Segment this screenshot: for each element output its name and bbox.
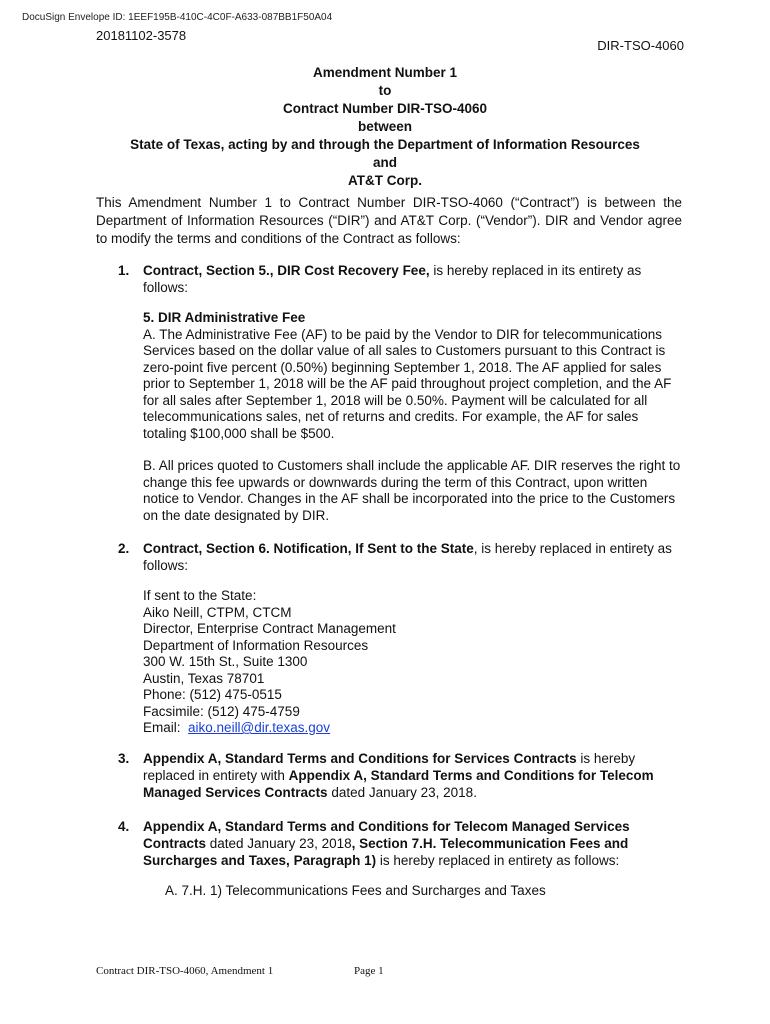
envelope-id: DocuSign Envelope ID: 1EEF195B-410C-4C0F-A633-087BB1F50A04: [22, 12, 333, 23]
section-5-paragraph-b: B. All prices quoted to Customers shall include the applicable AF. DIR reserves the right to change this fee upwards or downwards during the term of this Contract, upon written notice to Vendor. Changes in the AF shall be incorporated into the price to the Customers on the date designated by DIR.: [143, 458, 681, 523]
item-text: , is hereby replaced in entirety as follows:: [143, 541, 672, 573]
email-line: [143, 720, 683, 737]
title-line: State of Texas, acting by and through the Department of Information Resources: [130, 137, 640, 152]
section-5-text: [143, 310, 683, 442]
item-heading: Appendix A, Standard Terms and Conditions for Services Contracts: [143, 751, 577, 766]
item-heading-secondary: Appendix A, Standard Terms and Conditions for Telecom Managed Services Contracts: [143, 768, 654, 800]
item-number: 3.: [118, 751, 130, 766]
item-text-end: is hereby replaced in entirety as follows:: [376, 853, 620, 868]
email-label: Email:: [143, 720, 181, 735]
section-5-heading: 5. DIR Administrative Fee: [143, 310, 306, 325]
address-line: Austin, Texas 78701: [143, 670, 265, 686]
address-line: Phone: (512) 475-0515: [143, 687, 282, 702]
amendment-item-1: [96, 262, 682, 296]
section-5-paragraph-a: A. The Administrative Fee (AF) to be paid by the Vendor to DIR for telecommunications Services based on the dollar value of all sales to Customers pursuant to this Contract is zero-point five percent (0.50%) beginning September 1, 2018. The AF applied for sales prior to September 1, 2018 will be the AF paid throughout project completion, and the AF for all sales after September 1, 2018 will be 0.50%. Payment will be calculated for all telecommunications sales, net of returns and credits. For example, the AF for sales totaling $100,000 shall be $500.: [143, 326, 672, 441]
title-line: AT&T Corp.: [348, 173, 422, 188]
amendment-item-2: [96, 540, 682, 574]
document-number: 20181102-3578: [96, 28, 187, 43]
intro-paragraph: This Amendment Number 1 to Contract Number DIR-TSO-4060 (“Contract”) is between the Department of Information Resources (“DIR”) and AT&T Corp. (“Vendor”). DIR and Vendor agree to modify the terms and conditions of the Contract as follows:: [96, 195, 682, 246]
email-link[interactable]: aiko.neill@dir.texas.gov: [188, 720, 331, 735]
title-line: between: [357, 119, 412, 134]
address-line: 300 W. 15th St., Suite 1300: [143, 654, 308, 669]
item-heading: Contract, Section 5., DIR Cost Recovery Fee,: [143, 263, 430, 278]
footer-contract: Contract DIR-TSO-4060, Amendment 1: [96, 965, 274, 977]
title-line: and: [372, 155, 397, 170]
title-line: Contract Number DIR-TSO-4060: [282, 101, 488, 116]
item-text: is hereby replaced in entirety with: [143, 751, 636, 783]
item-heading: Contract, Section 6. Notification, If Sent to the State: [143, 541, 474, 556]
item-text: is hereby replaced in its entirety as follows:: [143, 263, 642, 295]
item-text: dated January 23, 2018: [206, 836, 352, 851]
contract-id-header: DIR-TSO-4060: [597, 38, 684, 53]
address-line: Department of Information Resources: [143, 637, 369, 653]
address-line: Aiko Neill, CTPM, CTCM: [143, 604, 292, 620]
title-line: Amendment Number 1: [312, 65, 458, 80]
state-notice-address: [143, 588, 683, 737]
item-heading-secondary: , Section 7.H. Telecommunication Fees and Surcharges and Taxes, Paragraph 1): [143, 836, 629, 868]
address-line: Facsimile: (512) 475-4759: [143, 703, 300, 719]
subsection-a: A. 7.H. 1) Telecommunications Fees and Surcharges and Taxes: [165, 883, 546, 898]
document-title: [0, 64, 770, 190]
item-number: 1.: [118, 263, 130, 278]
item-number: 2.: [118, 541, 130, 556]
item-heading: Appendix A, Standard Terms and Conditions for Telecom Managed Services Contracts: [143, 819, 630, 851]
amendment-item-3: [96, 750, 682, 801]
item-number: 4.: [118, 819, 130, 834]
address-line: If sent to the State:: [143, 588, 257, 603]
item-text-end: dated January 23, 2018.: [327, 785, 477, 800]
amendment-item-4: [96, 818, 682, 869]
title-line: to: [378, 83, 392, 98]
address-line: Director, Enterprise Contract Management: [143, 621, 396, 636]
footer-page-number: Page 1: [354, 965, 384, 977]
